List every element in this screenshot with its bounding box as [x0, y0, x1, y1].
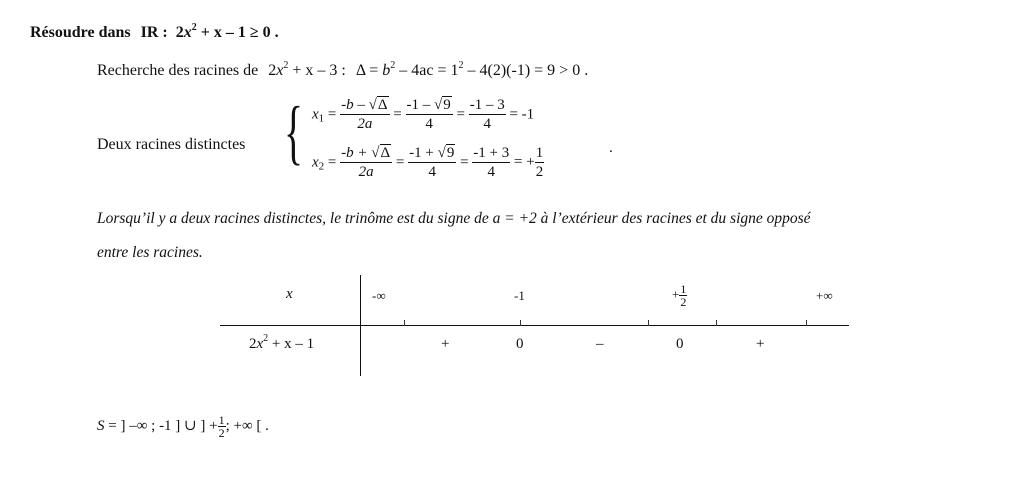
x2-result: = + $\frac{1}{2}$ [514, 145, 544, 180]
recherche-text: Recherche des racines de [97, 62, 259, 79]
table-row-label: $2x^2 + x - 1$ [249, 333, 315, 352]
table-root-2: + $\frac{1}{2}$ [672, 282, 687, 309]
x1-result: = -1 [509, 106, 535, 123]
x1-frac-3: $\frac{-1 - 3}{4}$ [469, 97, 505, 132]
table-vertical-line [360, 275, 361, 376]
table-root-1: -1 [514, 288, 525, 303]
table-plus-infinity: +∞ [816, 288, 833, 303]
x1-frac-1: $\frac{-b - √\Delta}{2a}$ [341, 97, 388, 132]
x1-frac-2: $\frac{-1 - √9}{4}$ [406, 97, 451, 132]
table-tick [806, 320, 807, 326]
x1-equation: $x_1$ = $\frac{-b - √\Delta}{2a}$ = $\frac{-1 - √9}{4}$ = $\frac{-1 - 3}{4}$ = -1 [312, 97, 535, 132]
x2-frac-2: $\frac{-1 + √9}{4}$ [409, 145, 455, 180]
heading-inequation: $2x^2 + x - 1 \ge 0$ . [175, 22, 279, 41]
table-tick [404, 320, 405, 326]
heading-colon: : [162, 24, 168, 41]
table-tick [716, 320, 717, 326]
sign-cell: 0 [516, 336, 524, 352]
rule-line-1: Lorsqu’il y a deux racines distinctes, le trinôme est du signe de a = +2 à l’extérieur des racines et du signe opposé [97, 210, 811, 227]
trailing-dot: . [609, 140, 613, 156]
sign-cell: 0 [676, 336, 684, 352]
x2-equation: $x_2$ = $\frac{-b + √\Delta}{2a}$ = $\frac{-1 + √9}{4}$ = $\frac{-1 + 3}{4}$ = + $\frac{1}{2}$ [312, 145, 544, 180]
x2-frac-1: $\frac{-b + √\Delta}{2a}$ [341, 145, 391, 180]
recherche-line [97, 62, 588, 80]
heading-prefix: Résoudre dans [30, 24, 131, 41]
table-tick [648, 320, 649, 326]
table-tick [520, 320, 521, 326]
real-set: IR [140, 24, 159, 41]
rule-line-2: entre les racines. [97, 244, 203, 261]
x2-frac-3: $\frac{-1 + 3}{4}$ [473, 145, 510, 180]
recherche-poly: $2x^2 + x - 3$ : [268, 60, 346, 79]
racines-label: Deux racines distinctes [97, 136, 246, 153]
sign-cell: + [756, 336, 765, 352]
sign-cell: – [596, 336, 604, 352]
table-horizontal-line [220, 325, 849, 326]
solution-line: S = ] –∞ ; -1 ] ∪ ] + $\frac{1}{2}$ ; +∞ [ . [97, 413, 269, 440]
table-x-header: x [286, 286, 293, 302]
heading [30, 24, 279, 42]
left-brace: { [284, 92, 304, 172]
delta-computation: $\Delta = b^2 - 4ac = 1^2 - 4(2)(-1) = 9 > 0$ . [355, 60, 589, 79]
table-minus-infinity: -∞ [372, 288, 386, 303]
sign-cell: + [441, 336, 450, 352]
